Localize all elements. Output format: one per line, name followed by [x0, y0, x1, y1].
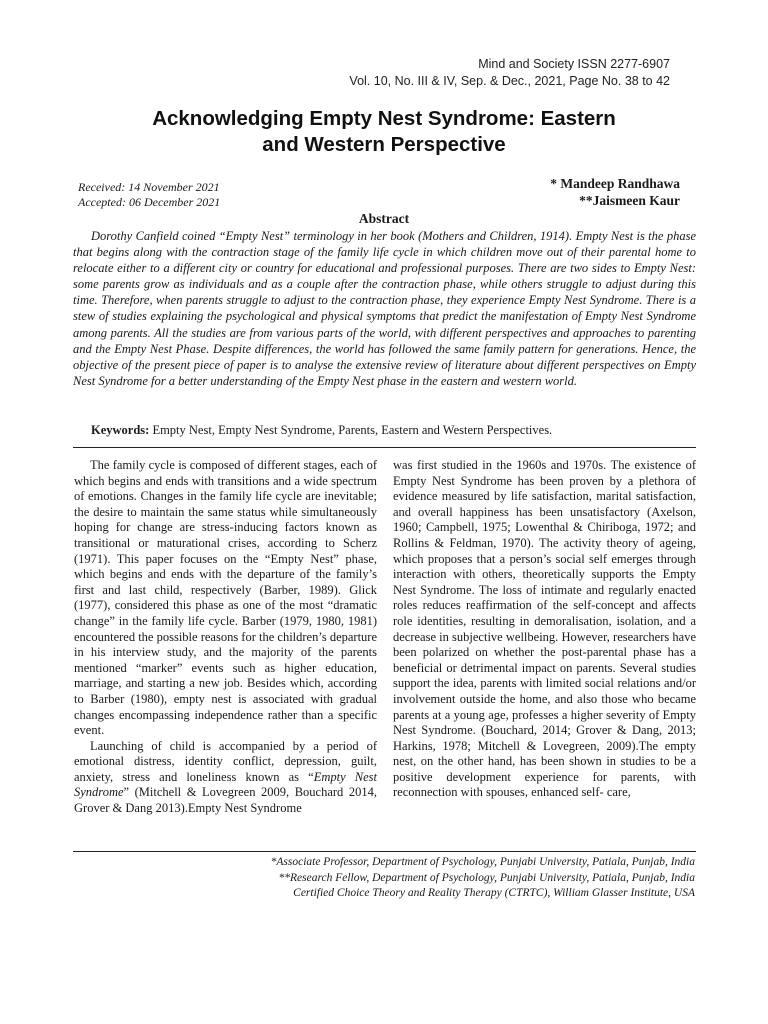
- body-column-left: [74, 458, 377, 817]
- journal-issn: Mind and Society ISSN 2277-6907: [478, 57, 670, 71]
- footnotes: [271, 855, 695, 902]
- abstract-text: Dorothy Canfield coined “Empty Nest” terminology in her book (Mothers and Children, 1914). Empty Nest is the phase that begins along with the contraction stage of the family life cycle in which children move out of their parental home to relocate either to a different city or country for educational and professional purposes. There are two sides to Empty Nest: some parents grow as individuals and as a couple after the contraction phase, while others struggle to adjust during this time. Therefore, when parents struggle to adjust to the contraction phase, they experience Empty Nest Syndrome. There is a stew of studies explaining the psychological and physical symptoms that predict the manifestation of Empty Nest Syndrome among parents. All the studies are from various parts of the world, with different perspectives and approaches to parenting and the Empty Nest Phase. Despite differences, the world has followed the same family pattern for generations. Hence, the objective of the present piece of paper is to analyse the extensive review of literature about different perspectives on Empty Nest Syndrome for a better understanding of the Empty Nest phase in the eastern and western world.: [73, 229, 696, 388]
- paragraph-text: ” (Mitchell & Lovegreen 2009, Bouchard 2014, Grover & Dang 2013).Empty Nest Syndrome: [74, 785, 377, 816]
- author-first: * Mandeep Randhawa: [550, 176, 680, 191]
- paragraph-text: Launching of child is accompanied by a period of emotional distress, identity conflict, depression, guilt, anxiety, stress and loneliness known as “: [74, 738, 377, 784]
- paper-title: [90, 106, 678, 158]
- body-paragraph: The family cycle is composed of different stages, each of which begins and ends with transitions and a wide spectrum of emotions. Changes in the family life cycle are inevitable; the desire to maintain the same status while simultaneously hoping for change are stress-inducing factors known as transitional or maturational crises, according to Scherz (1971). This paper focuses on the “Empty Nest” phase, which begins and ends with the departure of the family’s first and last child, respectively (Barber, 1989). Glick (1977), considered this phase as one of the most “dramatic change” in the family life cycle. Barber (1979, 1980, 1981) encountered the possible reasons for the children’s departure in his interview study, and the majority of the parents mentioned “marker” events such as higher education, marriage, and starting a new job. Besides which, according to Barber (1980), empty nest is associated with gradual changes encompassing independence rather than a specific event.: [74, 458, 378, 738]
- author-list: [550, 175, 680, 209]
- body-paragraph: was first studied in the 1960s and 1970s. The existence of Empty Nest Syndrome has been proven by a plethora of evidence measured by life satisfaction, marital satisfaction, and overall happiness has been unsatisfactory (Axelson, 1960; Campbell, 1975; Lowenthal & Chiriboga, 1972; and Rollins & Feldman, 1970). The activity theory of ageing, which proposes that a person’s social self emerges through interaction with others, theoretically supports the Empty Nest Syndrome. The loss of intimate and regularly enacted roles reduces reaffirmation of the self-concept and affects role identities, resulting in demoralisation, isolation, and a decrease in subjective wellbeing. However, researchers have been polarized on whether the post-parental phase has a beneficial or detrimental impact on parents. Several studies support the idea, parents with limited social relations and/or involvement outside the home, and also those who became parents at a young age, professes a higher severity of Empty Nest Syndrome. (Bouchard, 2014; Grover & Dang, 2013; Harkins, 1978; Mitchell & Lovegreen, 2009).The empty nest, on the other hand, has been shown in studies to be a positive development experience for parents, with reconnection with spouses, enhanced self- care,: [393, 458, 696, 800]
- title-line-2: and Western Perspective: [262, 133, 506, 156]
- accepted-date: Accepted: 06 December 2021: [78, 195, 221, 209]
- title-line-1: Acknowledging Empty Nest Syndrome: Eastern: [152, 107, 616, 130]
- journal-header: [349, 56, 670, 90]
- footnote-divider: [73, 851, 696, 852]
- author-second: **Jaismeen Kaur: [579, 193, 680, 208]
- footnote-3: Certified Choice Theory and Reality Therapy (CTRTC), William Glasser Institute, USA: [293, 887, 695, 899]
- keywords-label: Keywords:: [91, 423, 150, 437]
- body-column-right: [393, 458, 696, 801]
- abstract-divider: [73, 447, 696, 448]
- submission-dates: [78, 180, 220, 210]
- journal-volume: Vol. 10, No. III & IV, Sep. & Dec., 2021, Page No. 38 to 42: [349, 74, 670, 88]
- emphasis-term: Empty Nest Syndrome: [74, 769, 377, 800]
- footnote-2: **Research Fellow, Department of Psychology, Punjabi University, Patiala, Punjab, India: [278, 871, 695, 884]
- footnote-1: *Associate Professor, Department of Psychology, Punjabi University, Patiala, Punjab, India: [270, 856, 695, 868]
- keywords: [73, 422, 696, 438]
- keywords-text: Empty Nest, Empty Nest Syndrome, Parents, Eastern and Western Perspectives.: [152, 423, 553, 437]
- received-date: Received: 14 November 2021: [78, 180, 220, 194]
- abstract-heading: Abstract: [358, 211, 410, 226]
- body-paragraph: [74, 739, 377, 817]
